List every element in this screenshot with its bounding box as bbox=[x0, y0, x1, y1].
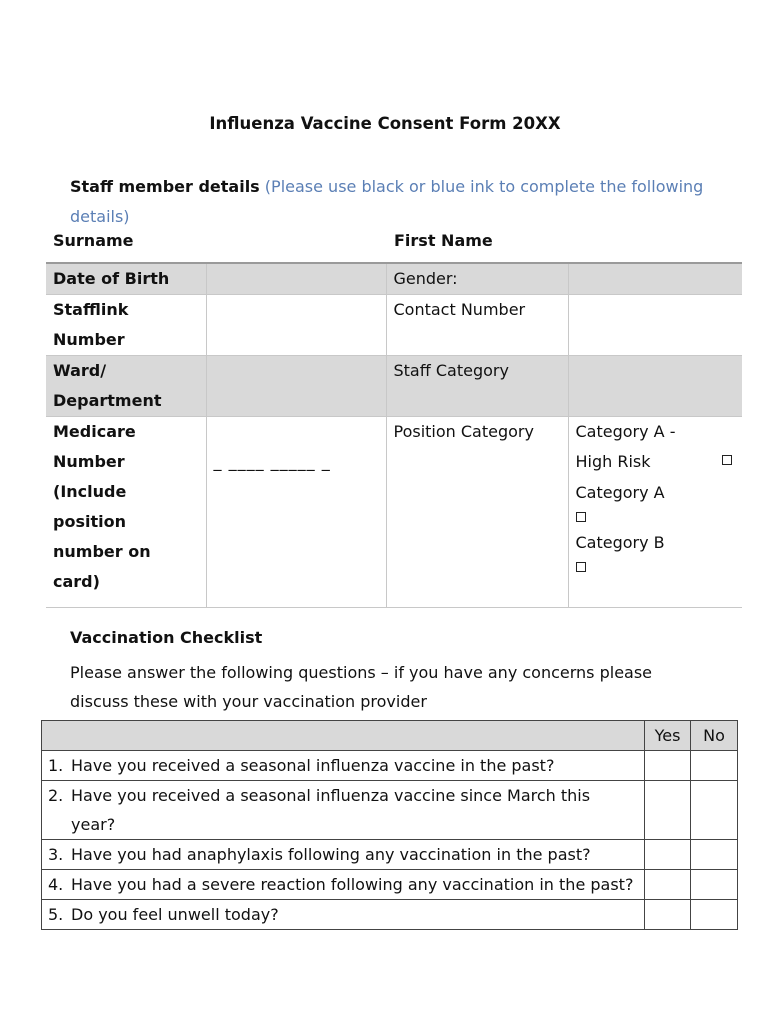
surname-label: Surname bbox=[53, 231, 134, 250]
checklist-header-row bbox=[42, 721, 738, 751]
question-text: Do you feel unwell today? bbox=[71, 905, 279, 924]
first-name-label: First Name bbox=[394, 231, 493, 250]
question-number: 5. bbox=[48, 905, 64, 924]
question-cell bbox=[42, 900, 645, 930]
position-category-label: Position Category bbox=[386, 417, 568, 608]
yes-answer-cell[interactable] bbox=[645, 751, 691, 781]
question-cell bbox=[42, 870, 645, 900]
form-title: Influenza Vaccine Consent Form 20XX bbox=[209, 114, 561, 133]
checklist-question-row bbox=[42, 840, 738, 870]
yes-answer-cell[interactable] bbox=[645, 781, 691, 840]
checklist-question-row bbox=[42, 781, 738, 840]
question-cell bbox=[42, 840, 645, 870]
date-of-birth-field[interactable] bbox=[206, 263, 386, 295]
question-number: 2. bbox=[48, 786, 64, 805]
no-answer-cell[interactable] bbox=[691, 751, 738, 781]
no-answer-cell[interactable] bbox=[691, 840, 738, 870]
question-cell bbox=[42, 781, 645, 840]
question-text: Have you received a seasonal influenza vaccine since March this year? bbox=[71, 786, 591, 834]
question-text: Have you had a severe reaction following any vaccination in the past? bbox=[71, 875, 634, 894]
contact-number-label: Contact Number bbox=[386, 295, 568, 356]
yes-answer-cell[interactable] bbox=[645, 870, 691, 900]
no-answer-cell[interactable] bbox=[691, 870, 738, 900]
date-of-birth-label: Date of Birth bbox=[46, 263, 206, 295]
ward-department-label: Ward/ Department bbox=[46, 356, 206, 417]
medicare-number-field[interactable]: _ ____ _____ _ bbox=[206, 417, 386, 608]
question-number: 4. bbox=[48, 875, 64, 894]
gender-label: Gender: bbox=[386, 263, 568, 295]
question-header-cell bbox=[42, 721, 645, 751]
stafflink-row bbox=[46, 295, 742, 356]
category-b-label: Category B bbox=[575, 533, 665, 552]
no-header: No bbox=[691, 721, 738, 751]
vaccination-checklist-heading: Vaccination Checklist bbox=[70, 628, 263, 647]
category-a-high-risk-label: Category A - High Risk bbox=[575, 422, 676, 471]
medicare-label: Medicare Number (Include position number on card) bbox=[46, 417, 206, 608]
question-text: Have you had anaphylaxis following any vaccination in the past? bbox=[71, 845, 591, 864]
staff-category-field[interactable] bbox=[568, 356, 742, 417]
category-a-high-risk-checkbox[interactable] bbox=[722, 455, 732, 465]
yes-answer-cell[interactable] bbox=[645, 900, 691, 930]
question-cell bbox=[42, 751, 645, 781]
category-b-checkbox[interactable] bbox=[576, 562, 586, 572]
no-answer-cell[interactable] bbox=[691, 781, 738, 840]
staff-details-title: Staff member details bbox=[70, 177, 260, 196]
stafflink-field[interactable] bbox=[206, 295, 386, 356]
checklist-question-row bbox=[42, 870, 738, 900]
no-answer-cell[interactable] bbox=[691, 900, 738, 930]
staff-category-label: Staff Category bbox=[386, 356, 568, 417]
ward-row bbox=[46, 356, 742, 417]
checklist-intro: Please answer the following questions – if you have any concerns please discuss these with your vaccination provider bbox=[70, 663, 653, 711]
category-a-high-risk-option bbox=[576, 417, 737, 477]
vaccination-checklist-table bbox=[41, 720, 738, 930]
contact-number-field[interactable] bbox=[568, 295, 742, 356]
staff-details-heading bbox=[70, 172, 710, 232]
category-a-checkbox[interactable] bbox=[576, 512, 586, 522]
gender-field[interactable] bbox=[568, 263, 742, 295]
category-a-label: Category A bbox=[575, 483, 665, 502]
position-category-options bbox=[568, 417, 742, 608]
date-of-birth-row bbox=[46, 263, 742, 295]
question-number: 3. bbox=[48, 845, 64, 864]
staff-details-table bbox=[46, 262, 742, 608]
yes-header: Yes bbox=[645, 721, 691, 751]
checklist-question-row bbox=[42, 751, 738, 781]
ink-instruction: (Please use black or blue ink to complete the following details) bbox=[70, 177, 704, 226]
checklist-question-row bbox=[42, 900, 738, 930]
category-b-option bbox=[576, 527, 737, 577]
yes-answer-cell[interactable] bbox=[645, 840, 691, 870]
question-number: 1. bbox=[48, 756, 64, 775]
medicare-row bbox=[46, 417, 742, 608]
question-text: Have you received a seasonal influenza vaccine in the past? bbox=[71, 756, 555, 775]
category-a-option bbox=[576, 477, 737, 527]
ward-department-field[interactable] bbox=[206, 356, 386, 417]
stafflink-label: Stafflink Number bbox=[46, 295, 206, 356]
